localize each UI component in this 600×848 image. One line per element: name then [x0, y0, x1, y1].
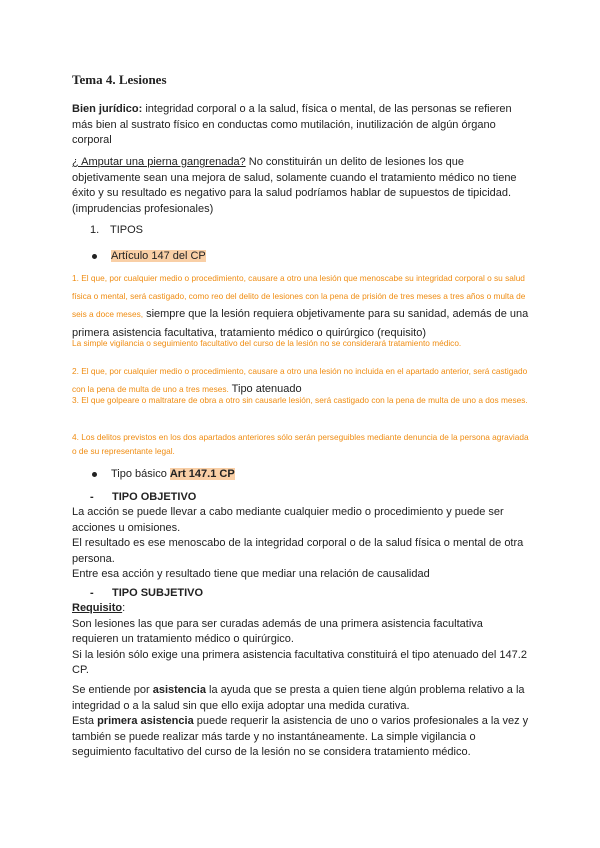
- asistencia-line-1: [72, 683, 532, 714]
- articulo-label: Artículo 147 del CP: [111, 250, 206, 262]
- tipo-objetivo-body: [72, 505, 532, 583]
- dash-icon: -: [90, 491, 94, 503]
- art2-orange-text: 2. El que, por cualquier medio o procedimiento, causare a otro una lesión no incluida en el apartado anterior, será castigado con la pena de multa de uno a tres meses.: [72, 366, 528, 394]
- tipo-basico-list-item: [92, 468, 552, 480]
- tipo-objetivo-line: El resultado es ese menoscabo de la integridad corporal o de la salud física o mental de otra persona.: [72, 537, 524, 565]
- amputar-question: ¿ Amputar una pierna gangrenada?: [72, 156, 246, 168]
- art4-paragraph: 4. Los delitos previstos en los dos apartados anteriores sólo serán perseguibles mediante denuncia de la persona agraviada o de su representante legal.: [72, 432, 529, 456]
- page-title: Tema 4. Lesiones: [72, 72, 167, 87]
- asistencia-pre2: Esta: [72, 715, 98, 727]
- tipos-number: 1.: [90, 224, 100, 236]
- tipo-basico-label: Tipo básico: [111, 468, 167, 480]
- tipo-subjetivo-body: [72, 601, 532, 679]
- asistencia-line-2: [72, 714, 532, 761]
- tipo-objetivo-heading: [90, 490, 550, 506]
- asistencia-bold: asistencia: [152, 684, 206, 696]
- art1-paragraph: [72, 268, 532, 341]
- bien-juridico-text: integridad corporal o a la salud, física o mental, de las personas se refieren más bien al sustrato físico en conductas como mutilación, inutilización de algún órgano corporal: [72, 103, 512, 146]
- tipos-label: TIPOS: [110, 224, 144, 236]
- bien-juridico-paragraph: [72, 102, 532, 149]
- requisito-line: [72, 601, 532, 617]
- bullet-icon: [92, 254, 97, 259]
- amputar-paragraph: [72, 155, 532, 217]
- tipo-subjetivo-line: Si la lesión sólo exige una primera asistencia facultativa constituirá el tipo atenuado del 147.2 CP.: [72, 648, 527, 676]
- requisito-colon: :: [122, 602, 126, 614]
- art2-black-text: Tipo atenuado: [228, 383, 302, 395]
- art1-orange-text: 1. El que, por cualquier medio o procedimiento, causare a otro una lesión que menoscabe su integridad corporal o su salud física o mental, será castigado, como reo del delito de lesiones con la pena de prisión de tres meses a tres años o multa de seis a doce meses,: [72, 273, 526, 319]
- tipos-heading: [90, 224, 550, 236]
- tipo-objetivo-label: TIPO OBJETIVO: [112, 491, 197, 503]
- amputar-text: No constituirán un delito de lesiones los que objetivamente sean una mejora de salud, solamente cuando el tratamiento médico no tiene éxito y su resultado es negativo para la salud podríamos hablar de supuestos de tipicidad. (imprudencias profesionales): [72, 156, 517, 215]
- art1-note: La simple vigilancia o seguimiento facultativo del curso de la lesión no se considerará tratamiento médico.: [72, 338, 462, 348]
- art1-black-text: siempre que la lesión requiera objetivamente para su sanidad, además de una primera asistencia facultativa, tratamiento médico o quirúrgico (requisito): [72, 308, 529, 339]
- bien-juridico-label: Bien jurídico:: [72, 103, 143, 115]
- asistencia-post: la ayuda que se presta a quien tiene algún problema relativo a la integridad o a la salud sin que ello exija adoptar una medida curativa.: [72, 684, 525, 712]
- tipo-subjetivo-line: Son lesiones las que para ser curadas además de una primera asistencia facultativa requieren un tratamiento médico o quirúrgico.: [72, 617, 483, 645]
- tipo-objetivo-line: La acción se puede llevar a cabo mediante cualquier medio o procedimiento y puede ser acciones u omisiones.: [72, 506, 504, 534]
- art3-paragraph: 3. El que golpeare o maltratare de obra a otro sin causarle lesión, será castigado con la pena de multa de uno a dos meses.: [72, 395, 528, 405]
- asistencia-pre: Se entiende por: [72, 684, 153, 696]
- asistencia-post2: puede requerir la asistencia de uno o varios profesionales a la vez y también se puede realizar más tarde y no instantáneamente. La simple vigilancia o seguimiento facultativo del curso de la lesión no se considera tratamiento médico.: [72, 715, 529, 758]
- bullet-icon: [92, 472, 97, 477]
- requisito-label: Requisito: [72, 602, 123, 614]
- tipo-subjetivo-label: TIPO SUBJETIVO: [112, 587, 204, 599]
- articulo-list-item: [92, 250, 552, 262]
- tipo-subjetivo-heading: [90, 586, 550, 602]
- asistencia-paragraph: [72, 683, 532, 761]
- asistencia-bold2: primera asistencia: [97, 715, 194, 727]
- dash-icon: -: [90, 587, 94, 599]
- tipo-objetivo-line: Entre esa acción y resultado tiene que mediar una relación de causalidad: [72, 568, 430, 580]
- tipo-basico-article: Art 147.1 CP: [169, 468, 235, 480]
